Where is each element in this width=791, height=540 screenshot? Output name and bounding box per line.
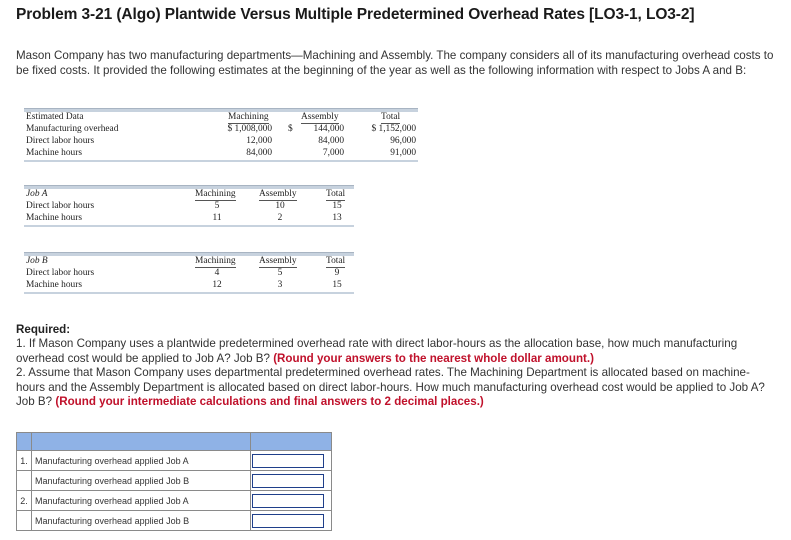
job-a-table (24, 185, 354, 227)
answer-input-2-job-b[interactable] (252, 514, 324, 528)
answer-number: 1. (17, 451, 32, 471)
cell-total: 91,000 (390, 148, 416, 158)
cell-assembly: 10 (275, 201, 285, 211)
table-row (17, 471, 332, 491)
cell-machining: 12 (212, 280, 222, 290)
answer-table (16, 432, 332, 531)
question-1-text: 1. If Mason Company uses a plantwide predetermined overhead rate with direct labor-hours as the allocation base, how much manufacturing overhead cost would be applied to Job A? Job B? (16, 337, 738, 365)
table-bottom-rule (24, 225, 354, 227)
row-label: Machine hours (26, 280, 82, 290)
col-total: Total (326, 189, 346, 199)
cell-machining: 84,000 (246, 148, 272, 158)
answer-label: Manufacturing overhead applied Job B (32, 471, 251, 491)
table-row (24, 279, 354, 291)
cell-assembly: 3 (277, 280, 283, 290)
row-label: Machine hours (26, 148, 82, 158)
row-label: Direct labor hours (26, 136, 95, 146)
cell-total: 9 (334, 268, 340, 278)
cell-total: $ 1,152,000 (371, 124, 416, 134)
row-label: Direct labor hours (26, 201, 95, 211)
job-a-label: Job A (26, 189, 48, 199)
col-total: Total (381, 112, 401, 122)
col-machining: Machining (195, 189, 236, 199)
table-bottom-rule (24, 160, 418, 162)
table-row (24, 147, 418, 159)
table-row (24, 212, 354, 224)
col-machining: Machining (195, 256, 236, 266)
answer-header-row (17, 433, 332, 451)
cell-machining: 4 (214, 268, 220, 278)
estimates-table (24, 108, 418, 162)
answer-input-1-job-b[interactable] (252, 474, 324, 488)
answer-number (17, 471, 32, 491)
job-b-table (24, 252, 354, 294)
cell-total: 13 (332, 213, 342, 223)
cell-assembly: 144,000 (313, 124, 344, 134)
answer-label: Manufacturing overhead applied Job A (32, 451, 251, 471)
row-label: Machine hours (26, 213, 82, 223)
cell-machining: $ 1,008,000 (227, 124, 272, 134)
cell-total: 15 (332, 201, 342, 211)
question-2 (16, 366, 778, 409)
cell-total: 96,000 (390, 136, 416, 146)
required-heading: Required: (16, 323, 71, 336)
question-1 (16, 337, 778, 366)
job-b-label: Job B (26, 256, 48, 266)
col-assembly: Assembly (259, 256, 297, 266)
table-row (24, 267, 354, 279)
cell-assembly: 7,000 (322, 148, 344, 158)
table-row (24, 123, 418, 135)
cell-machining: 5 (214, 201, 220, 211)
cell-machining: 12,000 (246, 136, 272, 146)
answer-label: Manufacturing overhead applied Job B (32, 511, 251, 531)
col-assembly: Assembly (259, 189, 297, 199)
table-row (24, 135, 418, 147)
cell-assembly: 84,000 (318, 136, 344, 146)
page-title: Problem 3-21 (Algo) Plantwide Versus Multiple Predetermined Overhead Rates [LO3-1, LO3-2] (16, 6, 695, 23)
row-label: Direct labor hours (26, 268, 95, 278)
estimates-label: Estimated Data (26, 112, 84, 122)
table-row (17, 451, 332, 471)
table-row (17, 511, 332, 531)
cell-assembly: 2 (277, 213, 283, 223)
table-bottom-rule (24, 292, 354, 294)
question-2-rounding-note: (Round your intermediate calculations and final answers to 2 decimal places.) (55, 395, 484, 409)
answer-number: 2. (17, 491, 32, 511)
answer-number (17, 511, 32, 531)
problem-intro: Mason Company has two manufacturing departments—Machining and Assembly. The company considers all of its manufacturing overhead costs to be fixed costs. It provided the following estimates at the beginning of the year as well as the following information with respect to Jobs A and B: (16, 49, 774, 77)
col-assembly: Assembly (301, 112, 339, 122)
table-row (17, 491, 332, 511)
table-row (24, 200, 354, 212)
cell-machining: 11 (212, 213, 222, 223)
question-1-rounding-note: (Round your answers to the nearest whole dollar amount.) (273, 351, 594, 365)
answer-input-2-job-a[interactable] (252, 494, 324, 508)
row-label: Manufacturing overhead (26, 124, 119, 134)
col-machining: Machining (228, 112, 269, 122)
cell-currency: $ (288, 124, 293, 134)
cell-total: 15 (332, 280, 342, 290)
answer-input-1-job-a[interactable] (252, 454, 324, 468)
col-total: Total (326, 256, 346, 266)
cell-assembly: 5 (277, 268, 283, 278)
question-2-text: 2. Assume that Mason Company uses departmental predetermined overhead rates. The Machining Department is allocated based on machine-hours and the Assembly Department is allocated based on direct labor-hours. How much manufacturing overhead cost would be applied to Job A? Job B? (16, 366, 765, 409)
answer-label: Manufacturing overhead applied Job A (32, 491, 251, 511)
required-section (16, 323, 778, 409)
